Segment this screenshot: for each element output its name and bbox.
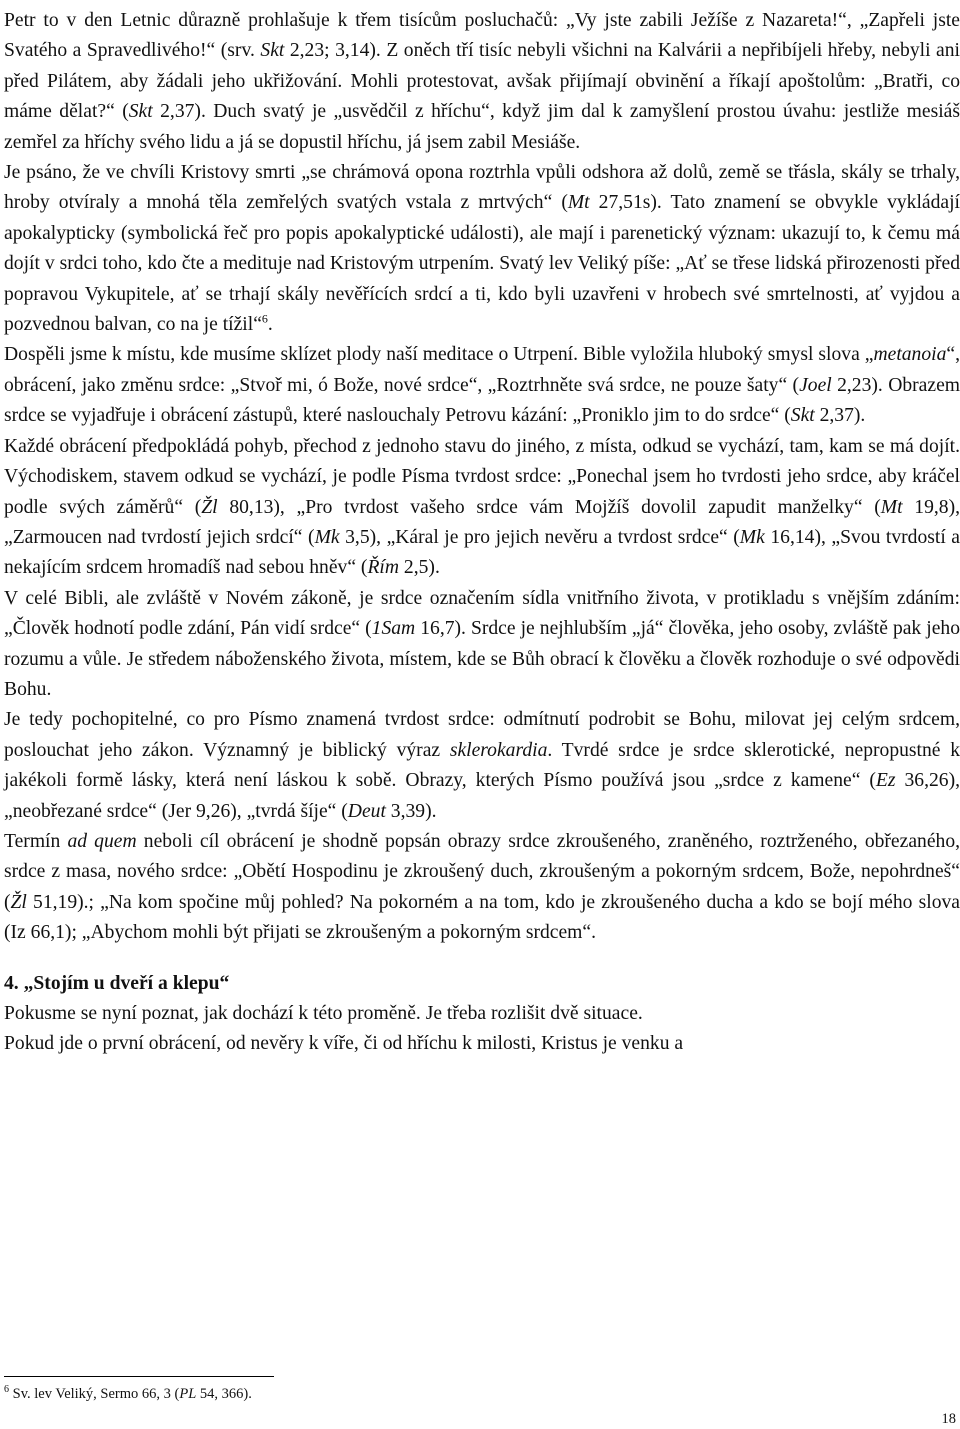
footnote-text-after: 54, 366). (196, 1386, 252, 1402)
italic-text: metanoia (873, 344, 947, 366)
text-run: 2,37). Duch svatý je „usvědčil z hříchu“, když jim dal k zamyšlení prostou úvahu: jestliže mesiáš zemřel za hříchy svého lidu a já se dopustil hříchu, já jsem zabil Mesiáše. (4, 101, 960, 153)
footnote-text-before: Sv. lev Veliký, Sermo 66, 3 ( (9, 1386, 180, 1402)
footnote-mark: 6 (4, 1384, 9, 1396)
italic-text: Žl (10, 891, 27, 913)
text-run: 2,37). (814, 405, 866, 427)
text-run: Je tedy pochopitelné, co pro Písmo znamená tvrdost srdce: odmítnutí podrobit se Bohu, milovat jej celým srdcem, poslouchat jeho zákon. Významný je biblický výraz (4, 709, 960, 761)
paragraph-list (4, 6, 960, 949)
text-run: 3,5), „Káral je pro jejich nevěru a tvrdost srdce“ ( (339, 526, 740, 548)
body-line-2: Pokud jde o první obrácení, od nevěry k víře, či od hříchu k milosti, Kristus je venku a (4, 1033, 684, 1054)
page-number: 18 (941, 1411, 956, 1427)
text-run: Petr to v den Letnic důrazně prohlašuje k třem tisícům posluchačů: „Vy jste zabili Ježíše z Nazareta!“, „Zapřeli jste Svatého a Spravedlivého!“ (srv. (4, 10, 960, 62)
italic-text: Skt (260, 40, 285, 62)
footnote (4, 1384, 252, 1404)
text-run: . (267, 314, 273, 336)
text-run: 2,23; 3,14). Z oněch tří tisíc nebyli všichni na Kalvárii a nepřibíjeli hřeby, nebyli ani před Pilátem, aby žádali jeho ukřižování. Mohli protestovat, avšak přijímají obvinění a říkají apoštolům: „Bratři, co máme dělat?“ ( (4, 40, 960, 123)
text-run: Každé obrácení předpokládá pohyb, přechod z jednoho stavu do jiného, z místa, odkud se vychází, tam, kam se má dojít. Východiskem, stavem odkud se vychází, je podle Písma tvrdost srdce: „Ponechal jsem ho tvrdosti jeho srdce, aby kráčel podle svých záměrů“ ( (4, 435, 960, 518)
text-run: Termín (4, 830, 68, 852)
text-run: 16,7). Srdce je nejhlubším „já“ člověka, jeho osoby, zvláště pak jeho rozumu a vůle. Je středem náboženského života, místem, kde se Bůh obrací k člověku a člověk rozhoduje o své odpovědi Bohu. (4, 618, 960, 700)
italic-text: 1Sam (371, 618, 416, 640)
footnote-reference: 6 (261, 311, 268, 326)
italic-text: Žl (201, 496, 218, 518)
italic-text: Joel (799, 374, 832, 396)
italic-text: Skt (128, 101, 153, 123)
italic-text: Mt (567, 192, 590, 214)
text-run: “, obrácení, jako změnu srdce: „Stvoř mi, ó Bože, nové srdce“, „Roztrhněte svá srdce, ne pouze šaty“ ( (4, 344, 960, 396)
italic-text: Ez (875, 770, 896, 792)
italic-text: Mt (880, 496, 903, 518)
footnote-text-italic: PL (179, 1386, 197, 1402)
text-run: Je psáno, že ve chvíli Kristovy smrti „se chrámová opona roztrhla vpůli odshora až dolů, země se třásla, skály se trhaly, hroby otvíraly a mnohá těla zemřelých svatých vstala z mrtvých“ ( (4, 162, 960, 214)
text-run: . Tvrdé srdce je srdce sklerotické, nepropustné k jakékoli formě lásky, která není láskou k sobě. Obrazy, kterých Písmo používá jsou „srdce z kamene“ ( (4, 739, 960, 792)
paragraph (4, 827, 960, 949)
paragraph (4, 705, 960, 827)
italic-text: Skt (790, 405, 815, 427)
paragraph (4, 158, 960, 340)
section-gap (4, 949, 960, 969)
footnote-separator (4, 1376, 274, 1377)
text-run: 19,8), „Zarmoucen nad tvrdostí jejich srdcí“ ( (4, 496, 960, 548)
text-run: Dospěli jsme k místu, kde musíme sklízet plody naší meditace o Utrpení. Bible vyložila hluboký smysl slova „ (4, 344, 874, 366)
section-heading: 4. „Stojím u dveří a klepu“ (4, 972, 230, 994)
italic-text: ad quem (67, 830, 137, 852)
document-body (4, 6, 960, 1059)
body-line-1: Pokusme se nyní poznat, jak dochází k této proměně. Je třeba rozlišit dvě situace. (4, 1002, 643, 1024)
text-run: 80,13), „Pro tvrdost vašeho srdce vám Mojžíš dovolil zapudit manželky“ ( (217, 496, 881, 518)
italic-text: Deut (347, 800, 386, 822)
paragraph (4, 432, 960, 584)
italic-text: Řím (367, 557, 400, 579)
text-run: V celé Bibli, ale zvláště v Novém zákoně, je srdce označením sídla vnitřního života, v protikladu s vnějším zdáním: „Člověk hodnotí podle zdání, Pán vidí srdce“ ( (4, 587, 960, 640)
text-run: 51,19).; „Na kom spočine můj pohled? Na pokorném a na tom, kdo je zkroušeného ducha a kdo se bojí mého slova (Iz 66,1); „Abychom mohli být přijati se zkroušeným a pokorným srdcem“. (4, 891, 960, 944)
text-run: 2,5). (399, 557, 440, 579)
paragraph (4, 584, 960, 706)
text-run: 16,14), „Svou tvrdostí a nekajícím srdcem hromadíš nad sebou hněv“ ( (4, 526, 960, 579)
italic-text: sklerokardia (449, 739, 548, 761)
text-run: 36,26), „neobřezané srdce“ (Jer 9,26), „tvrdá šíje“ ( (4, 770, 960, 822)
text-run: 3,39). (385, 800, 437, 822)
italic-text: Mk (739, 526, 765, 548)
paragraph (4, 340, 960, 431)
paragraph (4, 6, 960, 158)
text-run: 27,51s). Tato znamení se obvykle vykládají apokalypticky (symbolická řeč pro popis apokalyptické události), ale mají i parenetický význam: ukazují to, k čemu má dojít v srdci toho, kdo čte a medituje nad Kristovým utrpením. Svatý lev Veliký píše: „Ať se třese lidská přirozenosti před popravou Vykupitele, ať se trhají skály nevěřících srdcí a ti, kdo byli uzavřeni v hrobech své smrtelnosti, ať vyjdou a pozvednou balvan, co na je tížil“ (4, 192, 960, 336)
text-run: 2,23). Obrazem srdce se vyjadřuje i obrácení zástupů, které naslouchaly Petrovu kázání: „Proniklo jim to do srdce“ ( (4, 374, 960, 427)
text-run: neboli cíl obrácení je shodně popsán obrazy srdce zkroušeného, zraněného, roztrženého, obřezaného, srdce z masa, nového srdce: „Obětí Hospodinu je zkroušený duch, zkroušeným a pokorným srdcem, Bože, nepohrdneš“ ( (4, 830, 960, 913)
italic-text: Mk (314, 526, 340, 548)
